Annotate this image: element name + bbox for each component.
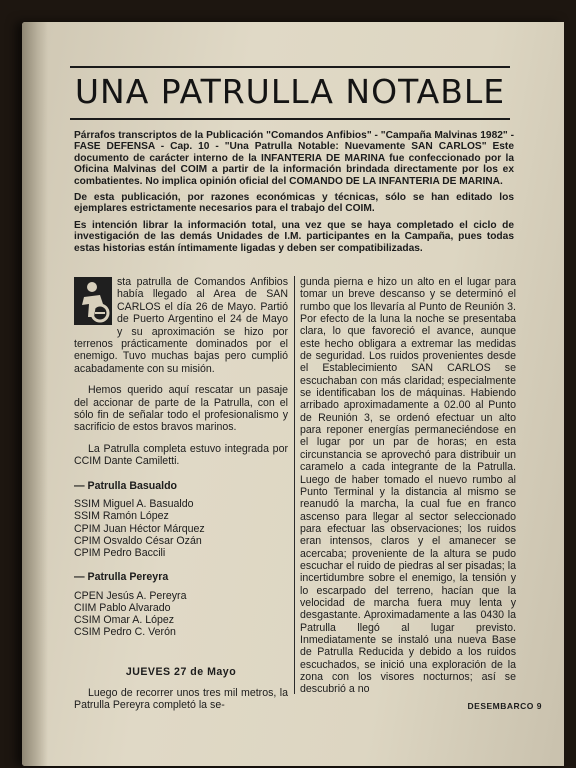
patrol-member: CPIM Juan Héctor Márquez	[74, 522, 205, 535]
patrol-member: CSIM Pedro C. Verón	[74, 626, 176, 639]
patrol-member: CPIM Osvaldo César Ozán	[74, 534, 202, 547]
intro-paragraph: De esta publicación, por razones económicas y técnicas, sólo se han editado los ejemplares estrictamente necesarios para el trabajo del COIM.	[74, 192, 514, 215]
patrol-member: CIIM Pablo Alvarado	[74, 601, 171, 614]
intro-block	[74, 130, 514, 259]
patrol-member: SSIM Miguel A. Basualdo	[74, 498, 194, 511]
date-heading: JUEVES 27 de Mayo	[125, 666, 237, 679]
patrol-member: SSIM Ramón López	[74, 510, 169, 523]
body-paragraph: La Patrulla completa estuvo integrada por CCIM Dante Camiletti.	[74, 442, 288, 468]
magazine-page	[22, 22, 564, 766]
patrol-heading: — Patrulla Pereyra	[74, 571, 169, 584]
article-title: UNA PATRULLA NOTABLE	[74, 72, 506, 111]
page-spine-shadow	[22, 22, 48, 766]
patrol-member: CPIM Pedro Baccili	[74, 546, 166, 559]
intro-paragraph: Es intención librar la información total, una vez que se haya completado el ciclo de investigación de las demás Unidades de I.M. participantes en la Campaña, pues todas estas historias están íntimamente ligadas y deben ser compatibilizadas.	[74, 219, 514, 254]
intro-paragraph: Párrafos transcriptos de la Publicación "Comandos Anfibios" - "Campaña Malvinas 1982" - FASE DEFENSA - Cap. 10 - "Una Patrulla Notable: Nuevamente SAN CARLOS" Este documento de carácter interno de la INFANTERIA DE MARINA fue confeccionado por la Oficina Malvinas del COIM a partir de la información brindada directamente por los ex combatientes. No implica opinión oficial del COMANDO DE LA INFANTERIA DE MARINA.	[74, 130, 514, 187]
title-rule-bottom	[70, 118, 510, 120]
patrol-heading: — Patrulla Basualdo	[74, 479, 178, 492]
patrol-member: CPEN Jesús A. Pereyra	[74, 589, 187, 602]
opening-paragraph	[74, 276, 288, 375]
column-divider	[294, 276, 295, 694]
body-paragraph: gunda pierna e hizo un alto en el lugar para tomar un breve descanso y se determinó el rumbo que los llevaría al Punto de Reunión 3. Por efecto de la luna la noche se presentaba clara, lo que favoreció el avance, aunque este hecho obligara a extremar las medidas de seguridad. Los ruidos provenientes desde el Establecimiento SAN CARLOS se escuchaban con más claridad; especialmente se identificaban los de máquinas. Habiendo arribado aproximadamente a 02.00 al Punto de Reunión 3, se ordenó efectuar un alto para reponer energías permaneciéndose en el lugar por un par de horas; en esta circunstancia se aprovechó para distribuir un caramelo a cada integrante de la Patrulla. Luego de haber tomado el nuevo rumbo al Punto Terminal y la distancia al mismo se reanudó la marcha, la cual fue en franco ascenso para llegar al sector seleccionado para efectuar las observaciones; los ruidos eran intensos, claros y el amanecer se acercaba; proveniente de la altura se pudo escuchar el ruido de piedras al ser pisadas; la incertidumbre sobre el enemigo, la tensión y lo escarpado del terreno, hacían que la velocidad de marcha fuera muy lenta y desgastante. Aproximadamente a las 0430 la Patrulla llegó al lugar previsto. Inmediatamente se instaló una nueva Base de Patrulla Reducida y debido a los ruidos escuchados, se inició una exploración de la zona con los visores nocturnos; así se descubrió a no	[300, 276, 516, 696]
opening-paragraph-text: sta patrulla de Comandos Anfibios había llegado al Area de SAN CARLOS el día 26 de Mayo. Partió de Puerto Argentino el 24 de Mayo y su aproximación se hizo por terrenos prácticamente dominados por el enemigo. Tuvo muchas bajas pero cumplió acabadamente con su misión.	[74, 276, 288, 375]
comandos-anfibios-emblem-icon	[74, 277, 112, 325]
page-footer: DESEMBARCO 9	[467, 701, 542, 711]
left-column	[74, 276, 288, 721]
patrol-member: CSIM Omar A. López	[74, 613, 175, 626]
body-paragraph: Hemos querido aquí rescatar un pasaje del accionar de parte de la Patrulla, con el sólo fin de señalar todo el profesionalismo y sacrificio de estos bravos marinos.	[74, 384, 288, 434]
right-column	[300, 276, 516, 696]
body-paragraph: Luego de recorrer unos tres mil metros, la Patrulla Pereyra completó la se-	[74, 686, 288, 712]
title-rule-top	[70, 66, 510, 68]
